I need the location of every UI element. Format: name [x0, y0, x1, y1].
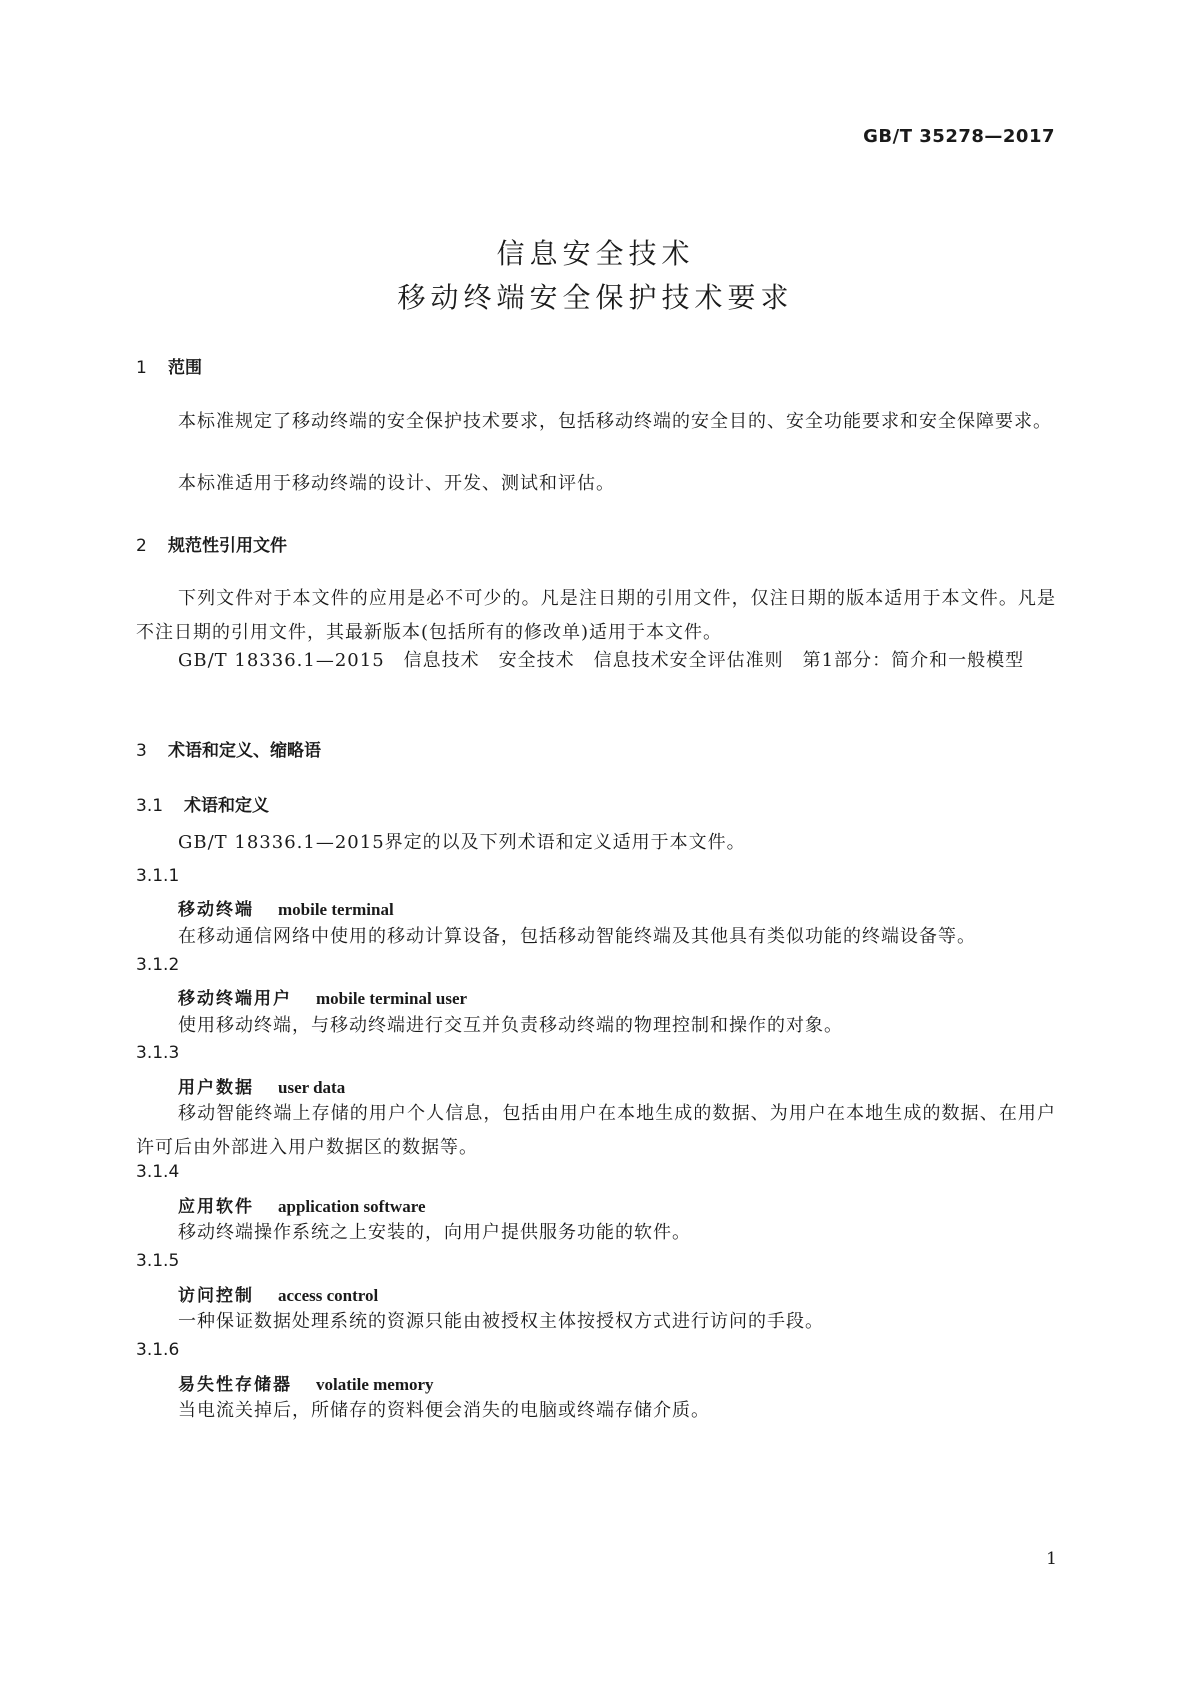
term-number: 3.1.1 [136, 866, 180, 886]
section-1-paragraph-2: 本标准适用于移动终端的设计、开发、测试和评估。 [178, 473, 615, 494]
term-name-en: volatile memory [316, 1375, 434, 1394]
section-title: 术语和定义、缩略语 [168, 741, 321, 761]
term-number: 3.1.3 [136, 1043, 180, 1063]
term-number: 3.1.6 [136, 1340, 180, 1360]
term-number: 3.1.5 [136, 1251, 180, 1271]
section-3-1-heading [136, 791, 269, 816]
standard-code: GB/T 35278—2017 [863, 126, 1055, 147]
term-name-zh: 移动终端 [178, 900, 254, 920]
term-number: 3.1.2 [136, 955, 180, 975]
term-name [178, 984, 467, 1009]
section-number: 2 [136, 536, 147, 556]
term-name [178, 895, 394, 920]
section-title: 规范性引用文件 [168, 536, 287, 556]
term-name-en: application software [278, 1197, 426, 1216]
term-definition: 移动智能终端上存储的用户个人信息，包括由用户在本地生成的数据、为用户在本地生成的数据、在用户许可后由外部进入用户数据区的数据等。 [136, 1103, 1056, 1158]
term-name-zh: 用户数据 [178, 1078, 254, 1098]
term-definition: 一种保证数据处理系统的资源只能由被授权主体按授权方式进行访问的手段。 [178, 1311, 824, 1332]
term-name-en: access control [278, 1286, 379, 1305]
section-2-paragraph-1: 下列文件对于本文件的应用是必不可少的。凡是注日期的引用文件，仅注日期的版本适用于本文件。凡是不注日期的引用文件，其最新版本(包括所有的修改单)适用于本文件。 [136, 588, 1056, 643]
section-number: 3.1 [136, 796, 164, 816]
section-number: 3 [136, 741, 147, 761]
section-2-heading [136, 531, 287, 556]
document-title-line-2: 移动终端安全保护技术要求 [397, 281, 794, 314]
term-name-en: mobile terminal [278, 900, 394, 919]
term-name-zh: 移动终端用户 [178, 989, 292, 1009]
section-title: 术语和定义 [184, 796, 269, 816]
section-number: 1 [136, 358, 147, 378]
term-name-zh: 易失性存储器 [178, 1375, 292, 1395]
section-1-paragraph-1: 本标准规定了移动终端的安全保护技术要求，包括移动终端的安全目的、安全功能要求和安全保障要求。 [178, 411, 1052, 432]
term-name [178, 1192, 426, 1217]
section-2-reference: GB/T 18336.1—2015 信息技术 安全技术 信息技术安全评估准则 第1部分：简介和一般模型 [178, 650, 1025, 671]
term-definition: 移动终端操作系统之上安装的，向用户提供服务功能的软件。 [178, 1222, 691, 1243]
term-definition: 使用移动终端，与移动终端进行交互并负责移动终端的物理控制和操作的对象。 [178, 1015, 843, 1036]
term-name [178, 1370, 434, 1395]
term-name-zh: 应用软件 [178, 1197, 254, 1217]
term-name [178, 1281, 378, 1306]
document-title-line-1: 信息安全技术 [496, 237, 695, 270]
term-name-en: mobile terminal user [316, 989, 468, 1008]
section-1-heading [136, 353, 202, 378]
term-definition: 当电流关掉后，所储存的资料便会消失的电脑或终端存储介质。 [178, 1400, 710, 1421]
term-definition: 在移动通信网络中使用的移动计算设备，包括移动智能终端及其他具有类似功能的终端设备等。 [178, 926, 976, 947]
section-3-heading [136, 736, 321, 761]
term-name [178, 1073, 345, 1098]
section-title: 范围 [168, 358, 202, 378]
term-name-zh: 访问控制 [178, 1286, 254, 1306]
page-number: 1 [1046, 1549, 1057, 1569]
term-name-en: user data [278, 1078, 346, 1097]
term-number: 3.1.4 [136, 1162, 180, 1182]
section-3-1-paragraph: GB/T 18336.1—2015界定的以及下列术语和定义适用于本文件。 [178, 832, 746, 853]
